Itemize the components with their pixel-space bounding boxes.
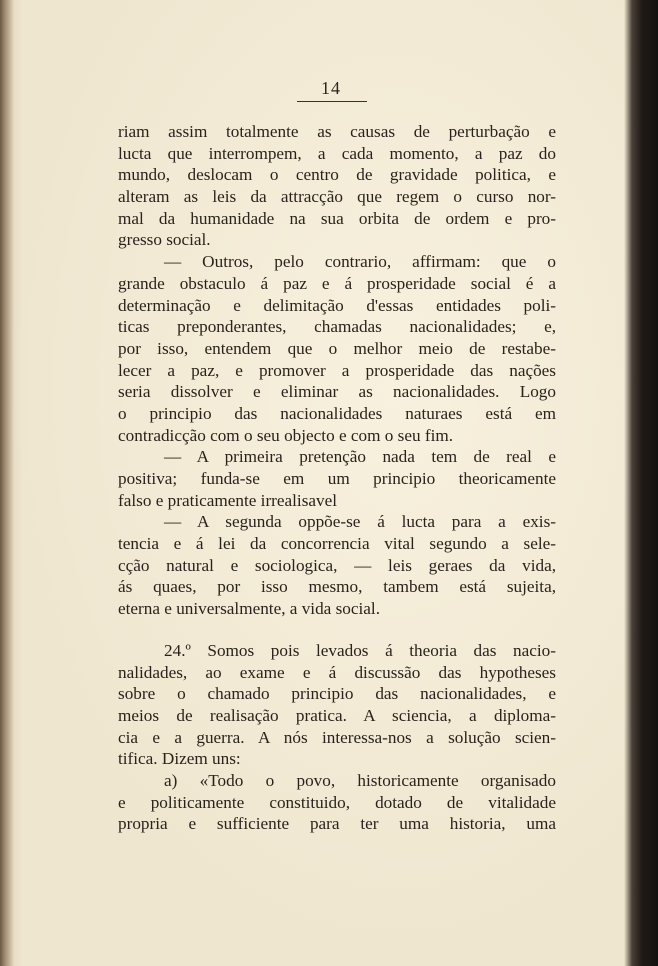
text-line: cção natural e sociologica, — leis geraes da vida, <box>118 555 556 575</box>
header-rule <box>297 101 367 102</box>
text-line: falso e praticamente irrealisavel <box>118 490 338 510</box>
text-line: — A primeira pretenção nada tem de real e <box>164 447 556 467</box>
text-line: propria e sufficiente para ter uma historia, uma <box>118 814 556 834</box>
text-line: lucta que interrompem, a cada momento, a paz do <box>118 143 556 163</box>
text-line: ticas preponderantes, chamadas nacionalidades; e, <box>118 317 556 337</box>
text-line: ás quaes, por isso mesmo, tambem está sujeita, <box>118 577 556 597</box>
text-line: mundo, deslocam o centro de gravidade politica, e <box>118 165 556 185</box>
page-binding-shadow <box>0 0 14 966</box>
text-line: cia e a guerra. A nós interessa-nos a solução scien- <box>118 727 556 747</box>
text-line: grande obstaculo á paz e á prosperidade social é a <box>118 273 556 293</box>
text-line: mal da humanidade na sua orbita de ordem e pro- <box>118 208 556 228</box>
text-line: o principio das nacionalidades naturaes está em <box>118 403 556 423</box>
text-line: gresso social. <box>118 230 211 250</box>
text-line: tencia e á lei da concorrencia vital segundo a sele- <box>118 534 556 554</box>
text-line: positiva; funda-se em um principio theoricamente <box>118 469 556 488</box>
text-line: contradicção com o seu objecto e com o seu fim. <box>118 425 454 445</box>
text-line: alteram as leis da attracção que regem o curso nor- <box>118 187 556 207</box>
text-line: riam assim totalmente as causas de perturbação e <box>118 122 556 141</box>
page-number: 14 <box>321 78 341 98</box>
text-line: por isso, entendem que o melhor meio de restabe- <box>118 338 556 358</box>
page-edge-shadow <box>624 0 658 966</box>
text-line: nalidades, ao exame e á discussão das hypotheses <box>118 662 556 682</box>
text-line: 24.º Somos pois levados á theoria das nacio- <box>164 640 556 660</box>
text-line: e politicamente constituido, dotado de vitalidade <box>118 792 556 812</box>
text-line: sobre o chamado principio das nacionalidades, e <box>118 684 556 704</box>
text-line: lecer a paz, e promover a prosperidade das nações <box>118 360 556 380</box>
text-line: eterna e universalmente, a vida social. <box>118 599 380 619</box>
text-line: seria dissolver e eliminar as nacionalidades. Logo <box>118 382 556 402</box>
text-line: — A segunda oppõe-se á lucta para a exis- <box>164 512 556 532</box>
text-line: — Outros, pelo contrario, affirmam: que o <box>164 252 556 272</box>
text-line: tifica. Dizem uns: <box>118 749 241 769</box>
text-line: determinação e delimitação d'essas entidades poli- <box>118 295 556 315</box>
body-text <box>118 121 556 835</box>
text-line: a) «Todo o povo, historicamente organisado <box>164 770 556 790</box>
text-line: meios de realisação pratica. A sciencia, a diploma- <box>118 705 556 725</box>
paragraph-gap <box>118 620 556 640</box>
